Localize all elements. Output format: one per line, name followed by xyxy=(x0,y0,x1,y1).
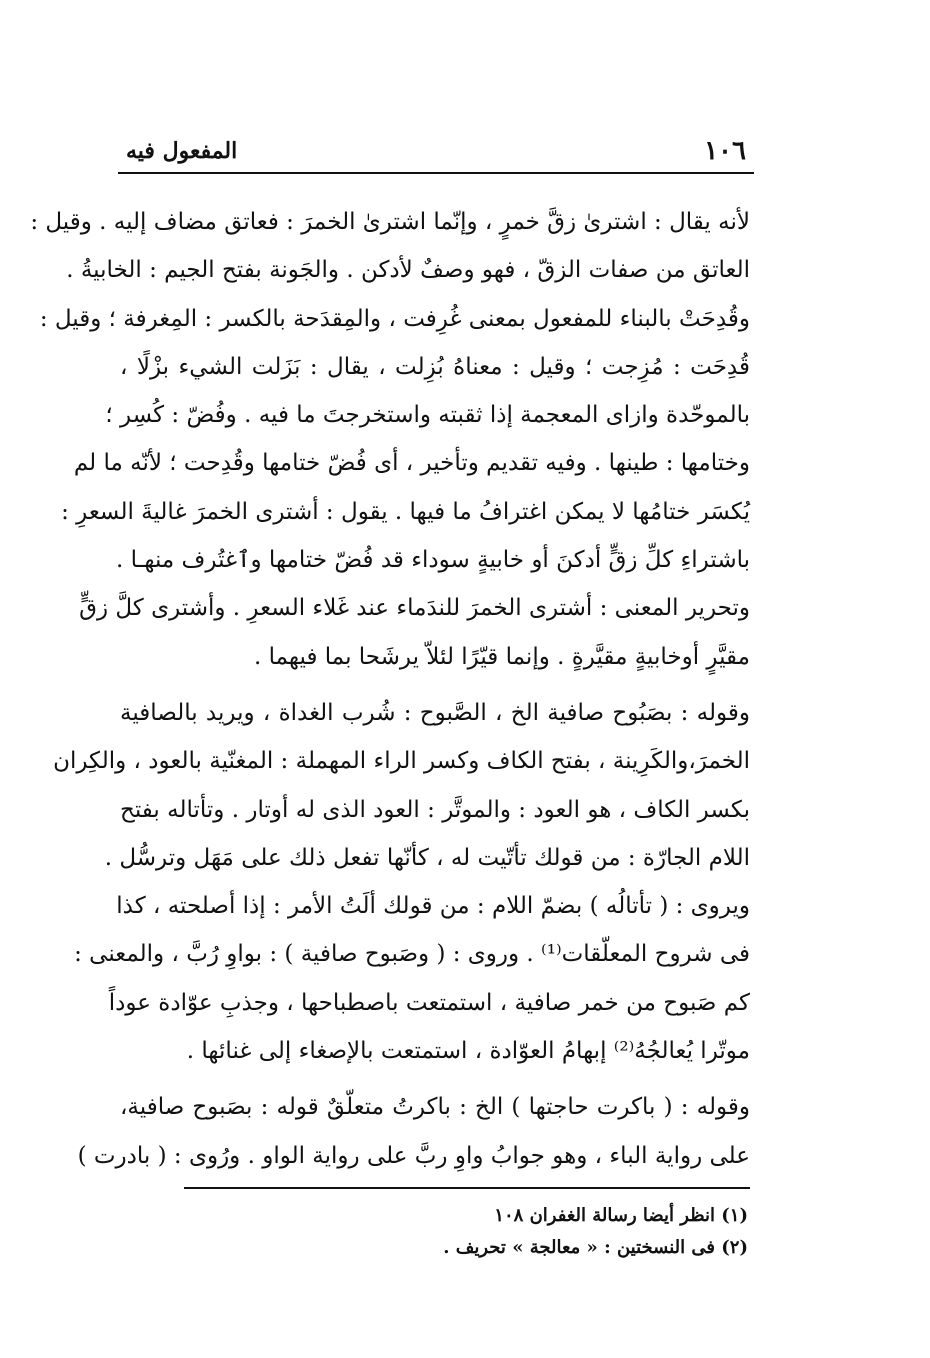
body-text xyxy=(30,198,750,1180)
text-line: بكسر الكاف ، هو العود : والموتَّر : العود الذى له أوتار . وتأتاله بفتح xyxy=(120,796,750,823)
text-line: يُكسَر ختامُها لا يمكن اغترافُ ما فيها . يقول : أشترى الخمرَ غاليةَ السعرِ : xyxy=(61,498,750,525)
text-line: العاتق من صفات الزقّ ، فهو وصفٌ لأدكن . والجَونة بفتح الجيم : الخابيةُ . xyxy=(66,257,750,284)
text-line: مقيَّرٍ أوخابيةٍ مقيَّرةٍ . وإنما قيّرًا لئلاّ يرشَحا بما فيهما . xyxy=(253,643,750,670)
page-number: ١٠٦ xyxy=(704,136,746,166)
footnote-divider xyxy=(184,1187,750,1189)
text-line: وتحرير المعنى : أشترى الخمرَ للندَماء عند غَلاء السعرِ . وأشترى كلَّ زقٍّ xyxy=(79,595,750,622)
text-line: بالموحّدة وازاى المعجمة إذا ثقبته واستخرجتَ ما فيه . وفُضّ : كُسِر ؛ xyxy=(105,402,750,429)
paragraph xyxy=(53,689,750,1075)
text-line: ويروى : ( تأتالُه ) بضمّ اللام : من قولك ألَتُ الأمر : إذا أصلحته ، كذا xyxy=(116,893,750,920)
running-title: المفعول فيه xyxy=(126,138,238,164)
text-line: اللام الجارّة : من قولك تأتّيت له ، كأنّها تفعل ذلك على مَهَل وترسُّل . xyxy=(104,844,750,871)
text-line: لأنه يقال : اشترىٰ زقَّ خمرٍ ، وإنّما اشترىٰ الخمرَ : فعاتق مضاف إليه . وقيل : xyxy=(30,209,750,235)
text-line: وقوله : ( باكرت حاجتها ) الخ : باكرتُ متعلّقٌ قوله : بصَبوح صافية، xyxy=(120,1094,750,1121)
paragraph xyxy=(30,198,750,681)
paragraph xyxy=(77,1083,750,1180)
text-line: الخمرَ،والكَرِينة ، بفتح الكاف وكسر الراء المهملة : المغنّية بالعود ، والكِران xyxy=(53,748,750,775)
page-header xyxy=(118,132,754,174)
text-line: موتّرا يُعالجُهُ⁽²⁾ إبهامُ العوّادة ، استمتعت بالإصغاء إلى غنائها . xyxy=(186,1038,750,1065)
footnote-1: (١) انظر أيضا رسالة الغفران ١٠٨ xyxy=(494,1205,748,1226)
footnotes xyxy=(188,1200,748,1264)
footnote-2: (٢) فى النسختين : « معالجة » تحريف . xyxy=(443,1237,748,1258)
text-line: قُدِحَت : مُزِجت ؛ وقيل : معناهُ بُزِلت ، يقال : بَزَلت الشيء بزْلًا ، xyxy=(120,353,750,380)
text-line: فى شروح المعلّقات⁽¹⁾ . وروى : ( وصَبوح صافية ) : بواوِ رُبَّ ، والمعنى : xyxy=(74,941,750,968)
text-line: وقُدِحَتْ بالبناء للمفعول بمعنى غُرِفت ، والمِقدَحة بالكسر : المِغرفة ؛ وقيل : xyxy=(39,305,750,332)
text-line: باشتراءِ كلِّ زقٍّ أدكنَ أو خابيةٍ سوداء قد فُضّ ختامها وٱغتُرف منهـا . xyxy=(116,547,750,574)
text-line: على رواية الباء ، وهو جوابُ واوِ ربَّ على رواية الواو . ورُوى : ( بادرت ) xyxy=(77,1142,750,1169)
text-line: وقوله : بصَبُوح صافية الخ ، الصَّبوح : شُرب الغداة ، ويريد بالصافية xyxy=(120,699,750,726)
text-line: وختامها : طينها . وفيه تقديم وتأخير ، أى فُضّ ختامها وقُدِحت ؛ لأنّه ما لم xyxy=(73,450,750,477)
text-line: كم صَبوح من خمر صافية ، استمتعت باصطباحها ، وجذبِ عوّادة عوداً xyxy=(108,989,750,1016)
